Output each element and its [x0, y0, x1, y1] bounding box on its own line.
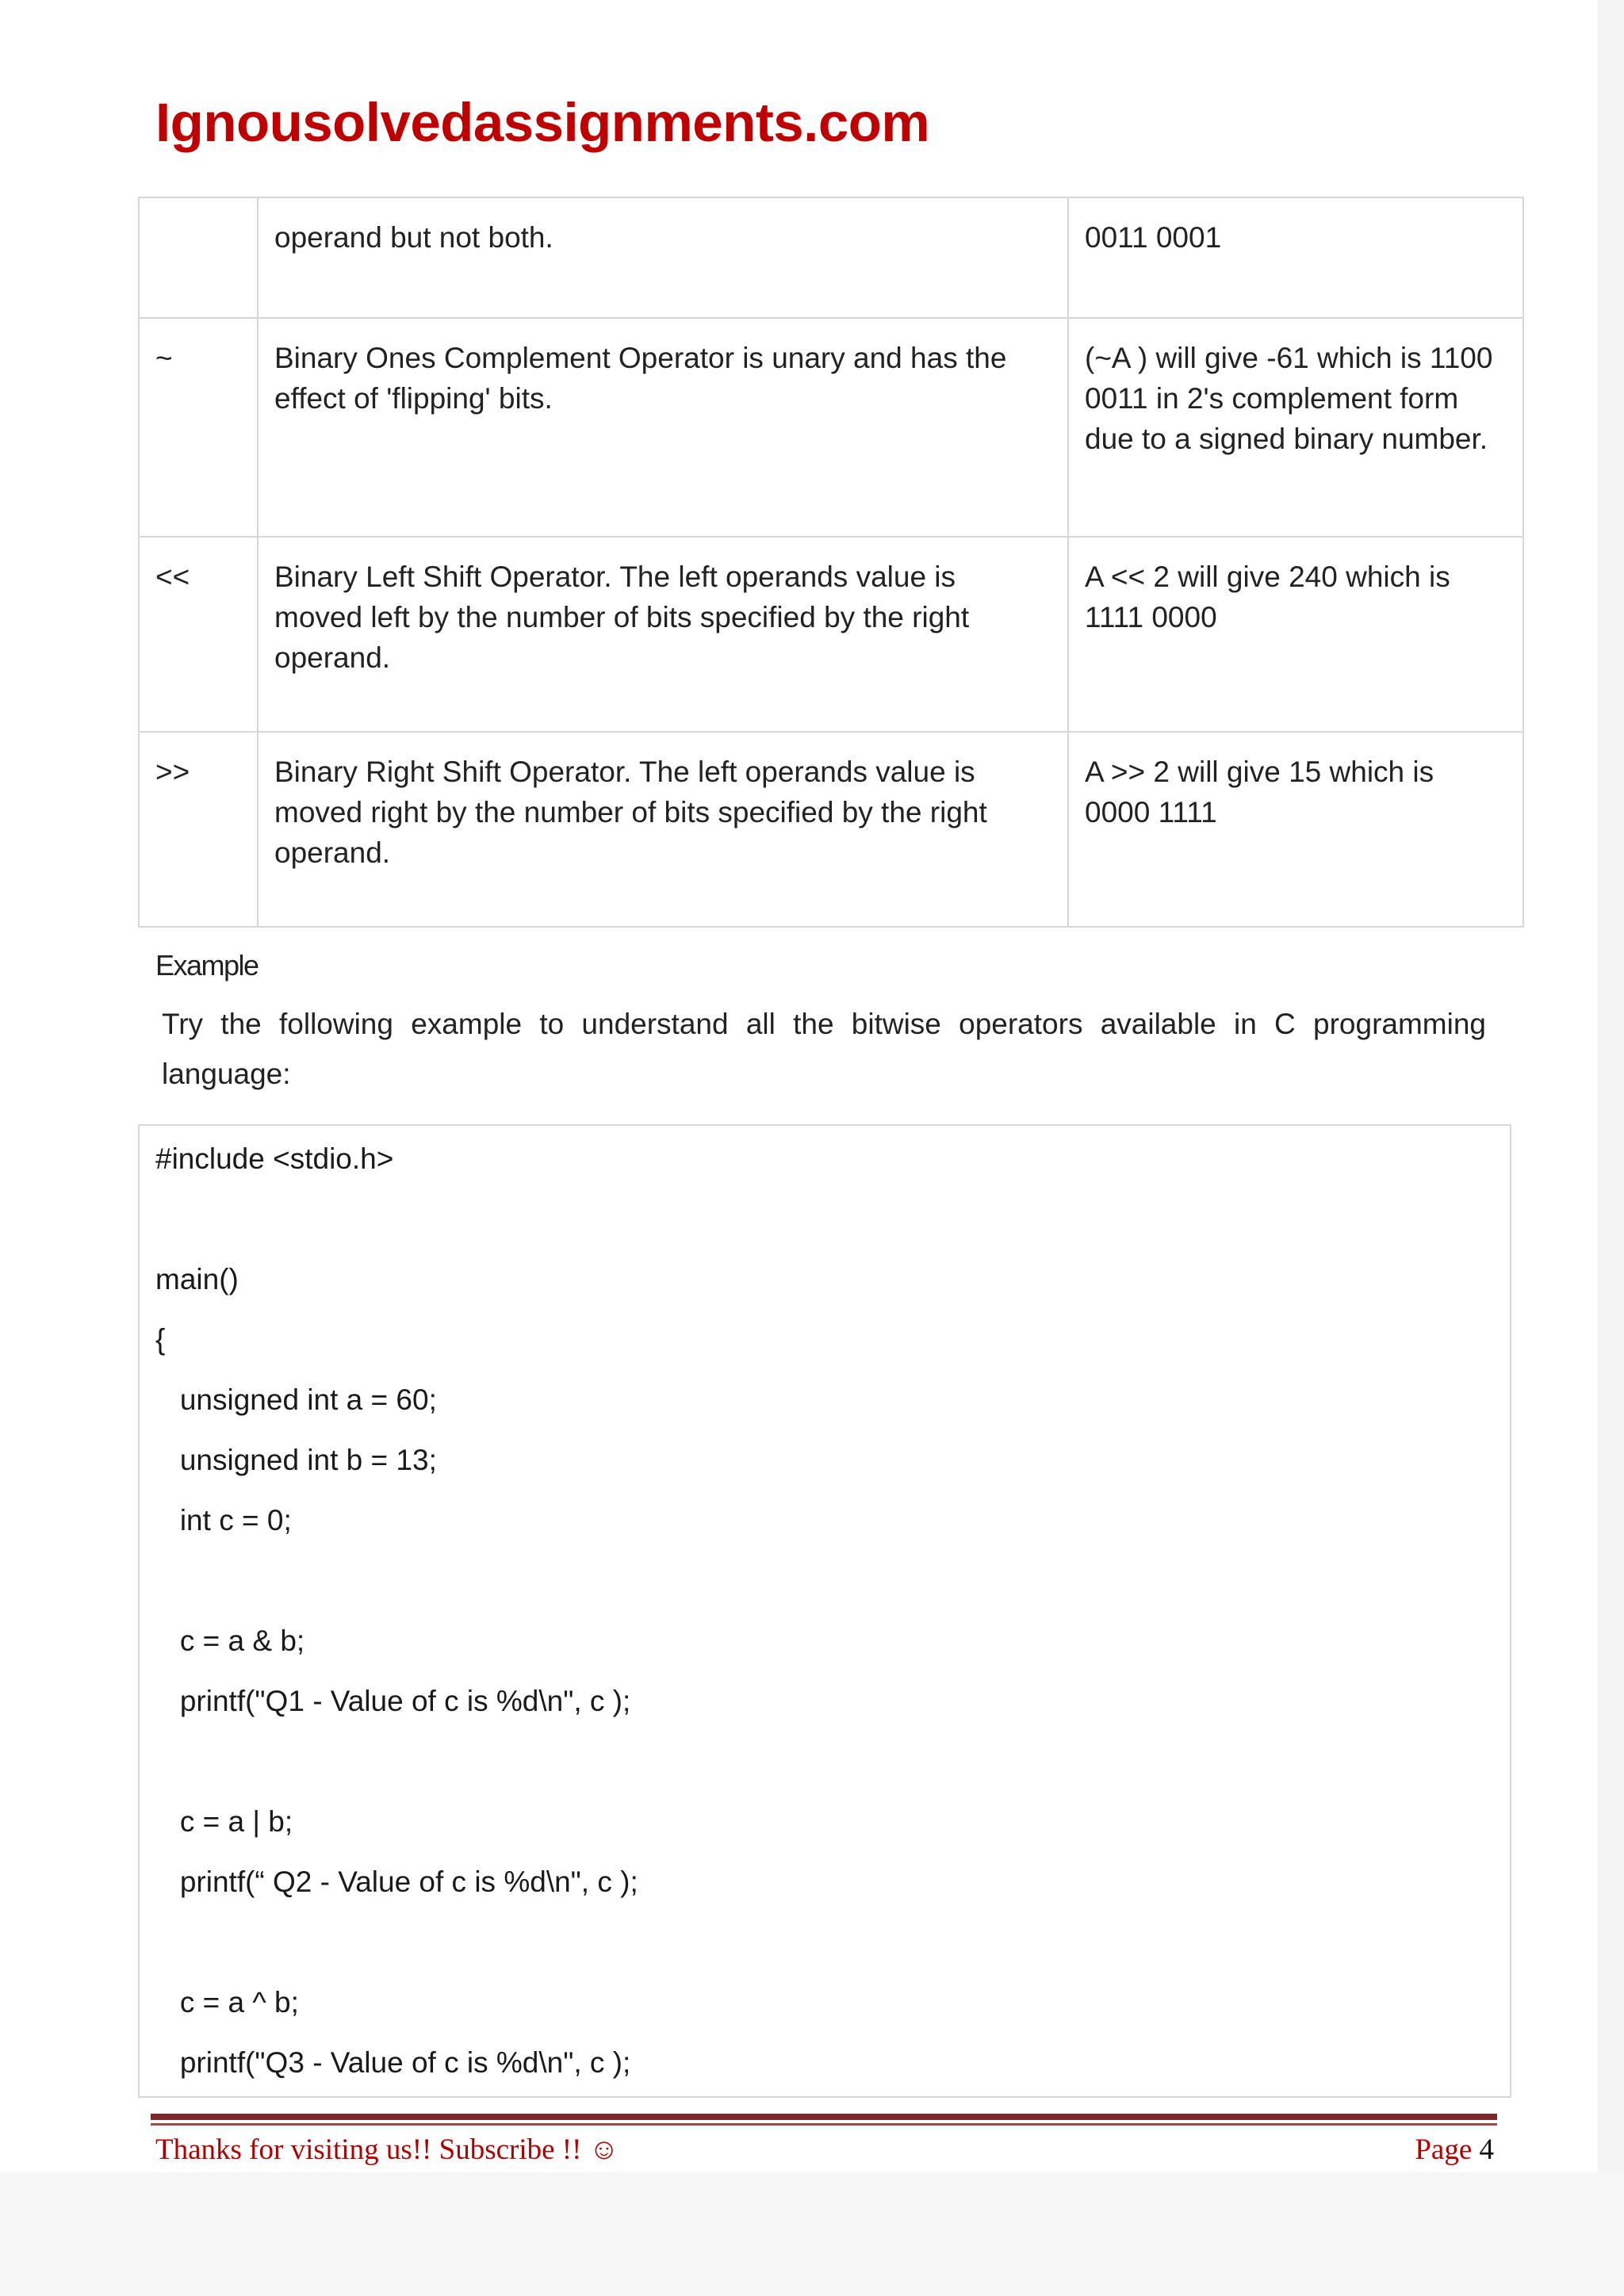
code-line: { — [155, 1323, 166, 1356]
table-row — [139, 318, 1523, 537]
example-cell: A >> 2 will give 15 which is 0000 1111 — [1068, 732, 1523, 927]
code-block — [138, 1124, 1511, 2098]
description-cell: Binary Left Shift Operator. The left operands value is moved left by the number of bits specified by the right operand. — [258, 537, 1068, 732]
description-cell: Binary Right Shift Operator. The left operands value is moved right by the number of bits specified by the right operand. — [258, 732, 1068, 927]
code-line: c = a & b; — [155, 1624, 305, 1657]
table-row — [139, 732, 1523, 927]
example-cell: (~A ) will give -61 which is 1100 0011 in 2's complement form due to a signed binary number. — [1068, 318, 1523, 537]
operator-cell: >> — [139, 732, 258, 927]
code-line: printf("Q1 - Value of c is %d\n", c ); — [155, 1685, 631, 1717]
page-number-value: 4 — [1479, 2133, 1494, 2166]
operator-table — [138, 197, 1524, 928]
description-cell: operand but not both. — [258, 197, 1068, 318]
example-intro: Try the following example to understand all the bitwise operators available in C programming language: — [162, 1008, 1486, 1090]
page-label: Page — [1415, 2133, 1473, 2166]
operator-cell: ~ — [139, 318, 258, 537]
example-cell: 0011 0001 — [1068, 197, 1523, 318]
code-line: main() — [155, 1263, 239, 1295]
code-line: #include <stdio.h> — [155, 1142, 394, 1175]
example-cell: A << 2 will give 240 which is 1111 0000 — [1068, 537, 1523, 732]
page-bottom-band — [0, 2172, 1624, 2296]
footer-subscribe-text: Thanks for visiting us!! Subscribe !! ☺ — [155, 2133, 619, 2166]
operator-cell — [139, 197, 258, 318]
code-line: int c = 0; — [155, 1504, 292, 1536]
page-number — [1415, 2133, 1494, 2167]
site-title: Ignousolvedassignments.com — [155, 92, 930, 153]
footer-divider — [151, 2114, 1497, 2120]
footer-divider-thin — [151, 2123, 1497, 2126]
code-line: unsigned int a = 60; — [155, 1383, 437, 1416]
description-cell: Binary Ones Complement Operator is unary and has the effect of 'flipping' bits. — [258, 318, 1068, 537]
code-line: printf("Q3 - Value of c is %d\n", c ); — [155, 2046, 631, 2079]
page-edge-strip — [1598, 0, 1624, 2296]
code-line: printf(“ Q2 - Value of c is %d\n", c ); — [155, 1866, 638, 1898]
table-row — [139, 537, 1523, 732]
code-line: c = a | b; — [155, 1805, 293, 1838]
code-line: unsigned int b = 13; — [155, 1444, 437, 1476]
code-line: c = a ^ b; — [155, 1986, 299, 2019]
example-heading: Example — [155, 949, 259, 982]
operator-cell: << — [139, 537, 258, 732]
table-row — [139, 197, 1523, 318]
